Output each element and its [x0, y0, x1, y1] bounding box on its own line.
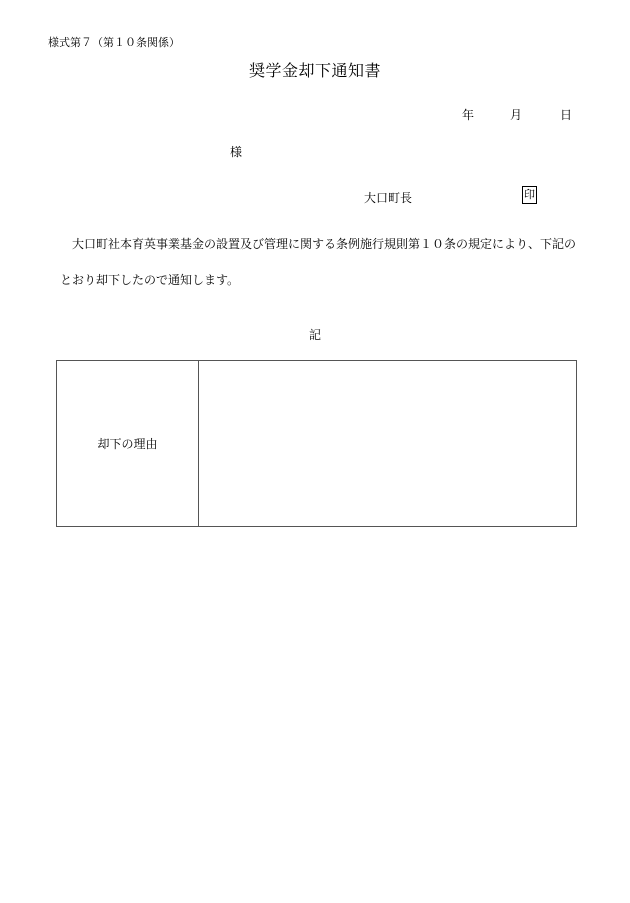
date-month-label: 月: [510, 108, 523, 122]
document-title: 奨学金却下通知書: [248, 61, 381, 80]
table-row: [57, 361, 577, 527]
reason-label-cell: 却下の理由: [57, 361, 199, 527]
date-day-label: 日: [560, 108, 573, 122]
issuer-name: 大口町長: [364, 191, 413, 205]
date-year-label: 年: [462, 108, 475, 122]
rejection-reason-table: [56, 360, 577, 527]
body-text-line-2: とおり却下したので通知します。: [60, 273, 240, 287]
seal-mark: 印: [522, 186, 537, 204]
reason-value-cell: [199, 361, 577, 527]
recipient-suffix: 様: [230, 145, 243, 159]
body-text-line-1: 大口町社本育英事業基金の設置及び管理に関する条例施行規則第１０条の規定により、下記の: [72, 237, 577, 251]
notation-heading: 記: [308, 328, 321, 342]
form-number: 様式第７（第１０条関係）: [48, 36, 180, 49]
